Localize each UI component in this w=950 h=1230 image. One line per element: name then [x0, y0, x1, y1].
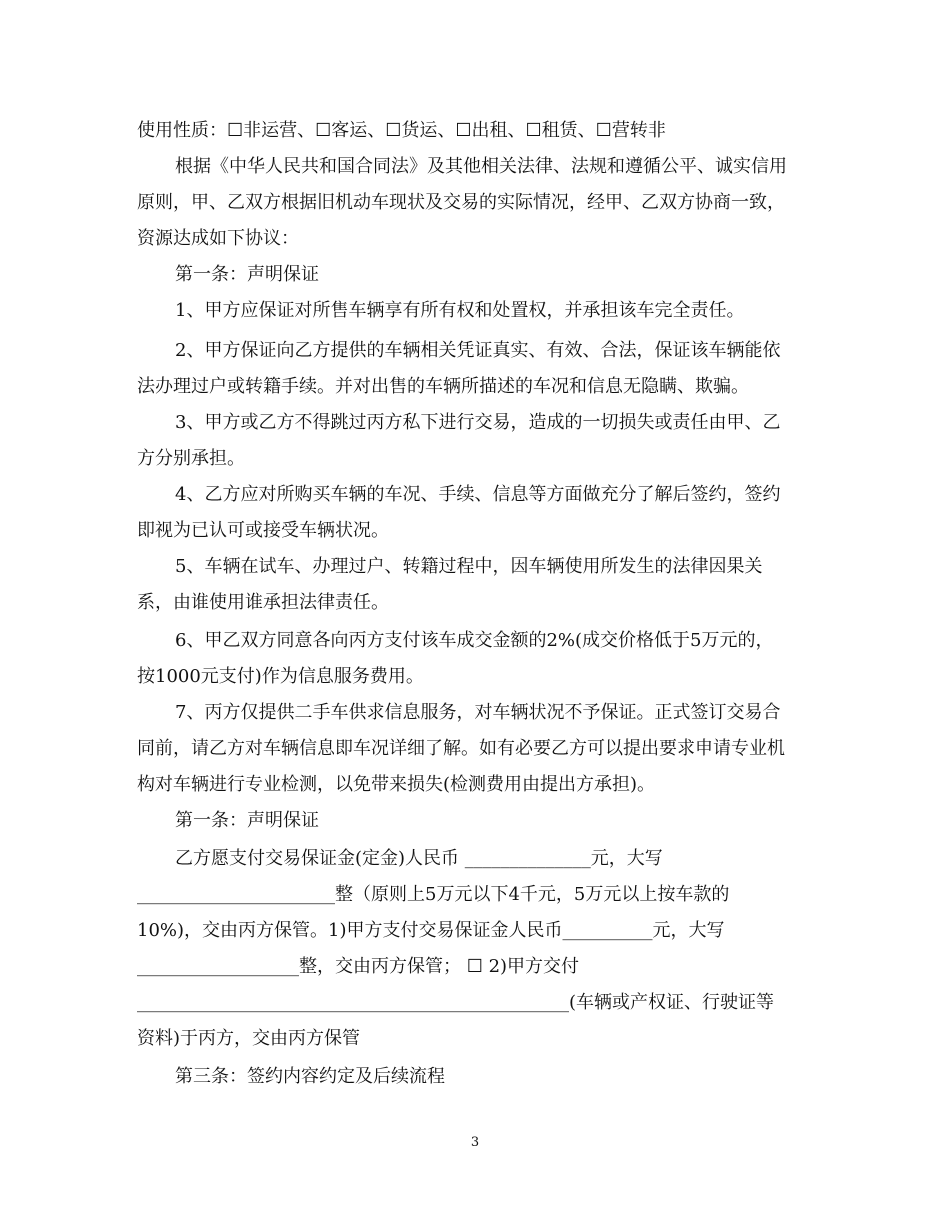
preamble-line-2: 原则，甲、乙双方根据旧机动车现状及交易的实际情况，经甲、乙双方协商一致， [137, 192, 785, 213]
deposit-line-5: ________________________________________________(车辆或产权证、行驶证等 [137, 992, 775, 1013]
preamble-line-3: 资源达成如下协议： [137, 228, 299, 249]
clause-5-line-2: 系，由谁使用谁承担法律责任。 [137, 592, 389, 613]
deposit-line-6: 资料)于丙方，交由丙方保管 [137, 1028, 361, 1049]
clause-1: 1、甲方应保证对所售车辆享有所有权和处置权，并承担该车完全责任。 [175, 300, 745, 321]
clause-6-line-2: 按1000元支付)作为信息服务费用。 [137, 666, 424, 687]
clause-6-line-1: 6、甲乙双方同意各向丙方支付该车成交金额的2%(成交价格低于5万元的， [175, 630, 774, 651]
deposit-line-3: 10%)，交由丙方保管。1)甲方支付交易保证金人民币__________元，大写 [137, 920, 725, 941]
clause-2-line-1: 2、甲方保证向乙方提供的车辆相关凭证真实、有效、合法，保证该车辆能依 [175, 340, 781, 361]
article-1-heading: 第一条：声明保证 [175, 264, 319, 285]
clause-7-line-2: 同前，请乙方对车辆信息即车况详细了解。如有必要乙方可以提出要求申请专业机 [137, 738, 785, 759]
clause-5-line-1: 5、车辆在试车、办理过户、转籍过程中，因车辆使用所发生的法律因果关 [175, 556, 763, 577]
clause-4-line-1: 4、乙方应对所购买车辆的车况、手续、信息等方面做充分了解后签约，签约 [175, 484, 781, 505]
clause-7-line-3: 构对车辆进行专业检测，以免带来损失(检测费用由提出方承担)。 [137, 774, 656, 795]
clause-2-line-2: 法办理过户或转籍手续。并对出售的车辆所描述的车况和信息无隐瞒、欺骗。 [137, 376, 749, 397]
deposit-line-2: ______________________整（原则上5万元以下4千元，5万元以上按车款的 [137, 884, 730, 905]
clause-3-line-2: 方分别承担。 [137, 448, 245, 469]
deposit-line-4: __________________整，交由丙方保管； ☐ 2)甲方交付 [137, 956, 580, 977]
clause-7-line-1: 7、丙方仅提供二手车供求信息服务，对车辆状况不予保证。正式签订交易合 [175, 702, 781, 723]
clause-3-line-1: 3、甲方或乙方不得跳过丙方私下进行交易，造成的一切损失或责任由甲、乙 [175, 412, 781, 433]
preamble-line-1: 根据《中华人民共和国合同法》及其他相关法律、法规和遵循公平、诚实信用 [175, 156, 787, 177]
article-heading-repeat: 第一条：声明保证 [175, 810, 319, 831]
article-3-heading: 第三条：签约内容约定及后续流程 [175, 1066, 445, 1087]
deposit-line-1: 乙方愿支付交易保证金(定金)人民币 ______________元，大写 [175, 848, 663, 869]
clause-4-line-2: 即视为已认可或接受车辆状况。 [137, 520, 389, 541]
page-number: 3 [470, 1135, 480, 1150]
usage-type-line: 使用性质：☐非运营、☐客运、☐货运、☐出租、☐租赁、☐营转非 [137, 120, 666, 141]
